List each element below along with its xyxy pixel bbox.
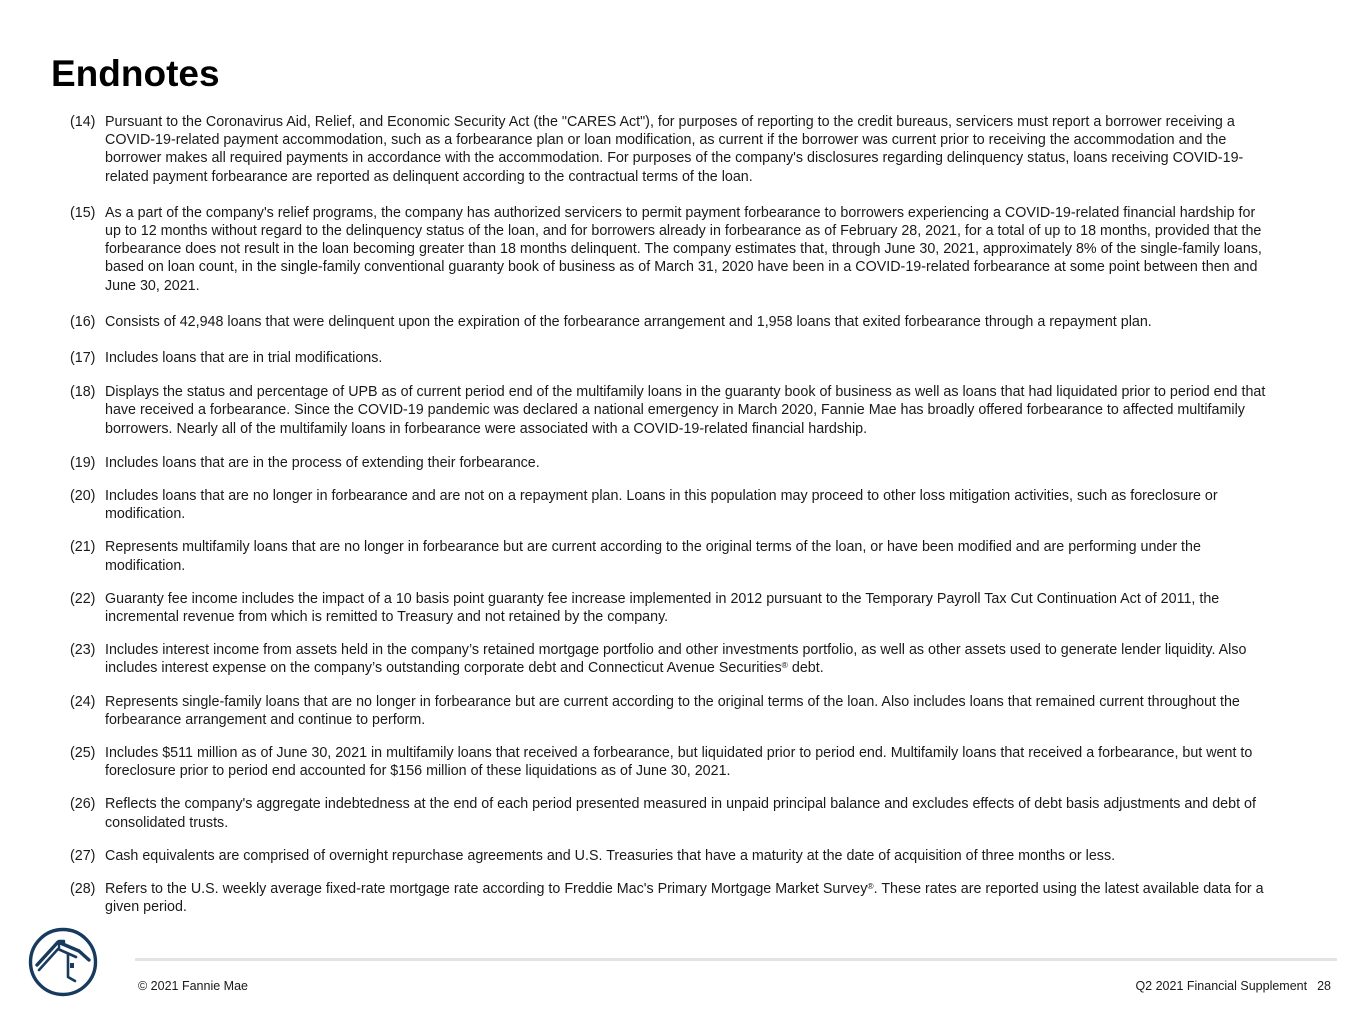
endnote-number: (20) [70,488,96,505]
endnote-number: (25) [70,745,96,762]
endnote-15 [70,204,1270,295]
endnote-number: (28) [70,881,96,898]
registered-mark: ® [781,660,788,671]
endnote-text: As a part of the company's relief programs, the company has authorized servicers to permit payment forbearance to borrowers experiencing a COVID-19-related financial hardship for up to 12 months without regard to the delinquency status of the loan, and for borrowers already in forbearance as of February 28, 2021, for a total of up to 18 months, provided that the forbearance does not result in the loan becoming greater than 18 months delinquent. The company estimates that, through June 30, 2021, approximately 8% of the single-family loans, based on loan count, in the single-family conventional guaranty book of business as of March 31, 2020 have been in a COVID-19-related forbearance at some point between then and June 30, 2021. [105,204,1262,294]
endnote-number: (27) [70,847,96,864]
endnote-19 [70,454,1270,472]
endnote-text-start: Includes interest income from assets held in the company’s retained mortgage portfolio and other investments portfolio, as well as other assets used to generate lender liquidity. Also includes interest expense on the company’s outstanding corporate debt and Connecticut Avenue Securities [105,642,1247,677]
registered-mark: ® [867,881,874,892]
endnote-number: (18) [70,384,96,401]
endnote-number: (19) [70,454,96,471]
page-info [1135,979,1331,994]
endnote-16 [70,313,1270,331]
endnote-number: (14) [70,114,96,130]
endnote-text: Includes loans that are in the process of extending their forbearance. [105,454,540,471]
endnote-number: (21) [70,539,96,556]
endnotes-list [70,113,1270,917]
document-title: Q2 2021 Financial Supplement [1135,979,1308,993]
endnote-20 [70,487,1270,523]
endnote-number: (15) [70,204,96,221]
endnote-text: Pursuant to the Coronavirus Aid, Relief, and Economic Security Act (the "CARES Act"), for purposes of reporting to the credit bureaus, servicers must report a borrower receiving a COVID-19-related payment accommodation, such as a forbearance plan or loan modification, as current if the borrower was current prior to receiving the accommodation and the borrower makes all required payments in accordance with the accommodation. For purposes of the company's disclosures regarding delinquency status, loans receiving COVID-19-related payment forbearance are reported as delinquent according to the contractual terms of the loan. [105,114,1244,185]
endnote-number: (22) [70,590,96,607]
endnote-22 [70,590,1270,626]
page-title: Endnotes [51,53,220,94]
endnote-number: (24) [70,693,96,710]
endnote-number: (23) [70,642,96,659]
footer-divider [135,958,1337,961]
endnote-text: Cash equivalents are comprised of overnight repurchase agreements and U.S. Treasuries that have a maturity at the date of acquisition of three months or less. [105,847,1116,864]
endnote-28 [70,880,1270,916]
endnote-number: (26) [70,796,96,813]
endnote-21 [70,538,1270,574]
endnote-number: (17) [70,350,96,367]
endnote-18 [70,383,1270,438]
endnote-text: Includes $511 million as of June 30, 2021 in multifamily loans that received a forbearance, but liquidated prior to period end. Multifamily loans that received a forbearance, but went to foreclosure prior to period end accounted for $156 million of these liquidations as of June 30, 2021. [105,745,1253,780]
endnote-27 [70,847,1270,865]
copyright: © 2021 Fannie Mae [138,979,248,993]
fannie-mae-house-logo-icon [28,927,98,997]
endnote-text: Includes loans that are in trial modifications. [105,350,383,367]
endnote-text-end: . These rates are reported using the latest available data for a given period. [105,881,1264,916]
endnote-text: Includes loans that are no longer in forbearance and are not on a repayment plan. Loans in this population may proceed to other loss mitigation activities, such as foreclosure or modification. [105,488,1218,523]
endnote-text-start: Refers to the U.S. weekly average fixed-rate mortgage rate according to Freddie Mac's Primary Mortgage Market Survey [105,881,868,898]
endnote-number: (16) [70,313,96,330]
endnote-26 [70,795,1270,831]
endnote-text: Guaranty fee income includes the impact of a 10 basis point guaranty fee increase implemented in 2012 pursuant to the Temporary Payroll Tax Cut Continuation Act of 2011, the incremental revenue from which is remitted to Treasury and not retained by the company. [105,590,1220,626]
endnote-14 [70,113,1270,186]
endnote-text: Displays the status and percentage of UPB as of current period end of the multifamily loans in the guaranty book of business as well as loans that had liquidated prior to period end that have received a forbearance. Since the COVID-19 pandemic was declared a national emergency in March 2020, Fannie Mae has broadly offered forbearance to affected multifamily borrowers. Nearly all of the multifamily loans in forbearance were associated with a COVID-19-related financial hardship. [105,384,1266,437]
endnote-text: Represents single-family loans that are no longer in forbearance but are current according to the original terms of the loan. Also includes loans that remained current throughout the forbearance arrangement and continue to perform. [105,693,1240,728]
endnote-text-end: debt. [787,660,824,677]
endnote-25 [70,744,1270,780]
endnote-24 [70,693,1270,729]
endnote-23 [70,641,1270,677]
endnote-text: Consists of 42,948 loans that were delinquent upon the expiration of the forbearance arrangement and 1,958 loans that exited forbearance through a repayment plan. [105,313,1152,330]
endnote-text: Represents multifamily loans that are no longer in forbearance but are current according to the original terms of the loan, or have been modified and are performing under the modification. [105,539,1201,574]
endnote-17 [70,349,1270,367]
endnote-text: Reflects the company's aggregate indebtedness at the end of each period presented measured in unpaid principal balance and excludes effects of debt basis adjustments and debt of consolidated trusts. [105,796,1256,831]
page-number: 28 [1317,979,1331,993]
